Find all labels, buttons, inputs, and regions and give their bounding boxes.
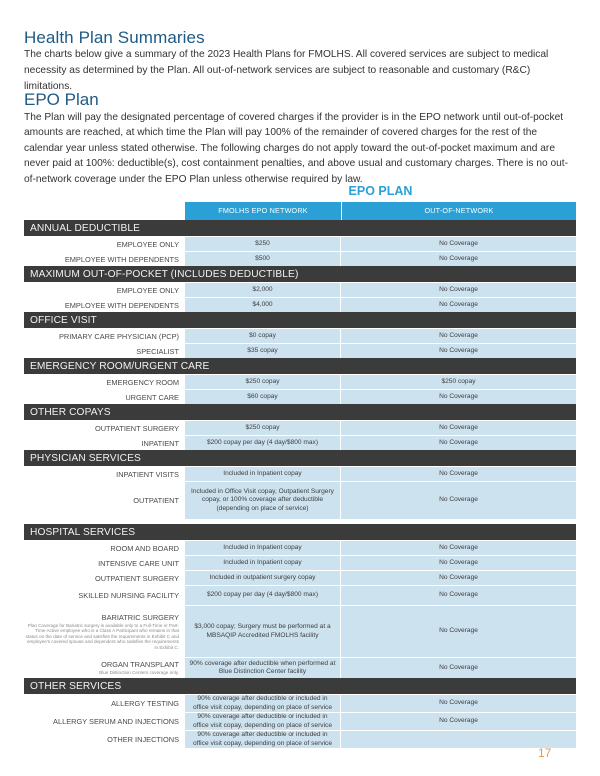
out-of-network-value: No Coverage [341,556,576,570]
out-of-network-value: No Coverage [341,329,576,343]
row-label: OUTPATIENT SURGERY [24,421,185,435]
out-of-network-value: No Coverage [341,421,576,435]
row-footnote: Blue Distinction Centers coverage only. [99,670,179,676]
table-row [24,389,576,404]
table-row [24,712,576,730]
table-row [24,420,576,435]
table-row [24,585,576,605]
row-footnote: Plan Coverage for Bariatric surgery is available only to a Full-Time or Part-Time Active employee who is a Class A Participant who remains in that status on the date of service and satisfies the requirements in Exhibit C and employee's covered spouse and dependent who satisfies the requirements in Exhibit C. [25,622,179,650]
row-label: INTENSIVE CARE UNIT [24,556,185,570]
table-row [24,657,576,678]
table-row [24,481,576,519]
page-number: 17 [538,746,552,760]
row-label: ALLERGY TESTING [24,695,185,712]
in-network-value: Included in outpatient surgery copay [185,571,341,585]
out-of-network-value: No Coverage [341,467,576,481]
table-row [24,555,576,570]
row-label: EMPLOYEE WITH DEPENDENTS [24,298,185,312]
table-row [24,435,576,450]
in-network-value: $200 copay per day (4 day/$800 max) [185,586,341,605]
table-row [24,605,576,657]
in-network-value: $200 copay per day (4 day/$800 max) [185,436,341,450]
in-network-value: $250 [185,237,341,251]
table-body [24,220,576,748]
in-network-value: Included in Office Visit copay, Outpatient Surgery copay, or 100% coverage after deductible (depending on place of service) [185,482,341,519]
out-of-network-value: No Coverage [341,298,576,312]
in-network-value: Included in Inpatient copay [185,541,341,555]
out-of-network-value: No Coverage [341,390,576,404]
table-row [24,236,576,251]
row-label: INPATIENT VISITS [24,467,185,481]
row-label: SKILLED NURSING FACILITY [24,586,185,605]
out-of-network-value: No Coverage [341,713,576,730]
table-row [24,540,576,555]
out-of-network-value: No Coverage [341,541,576,555]
in-network-value: $250 copay [185,421,341,435]
table-plan-title: EPO PLAN [348,184,413,198]
in-network-value: 90% coverage after deductible or included in office visit copay, depending on place of service [185,695,341,712]
out-of-network-value: No Coverage [341,344,576,358]
section-header-emergency-urgent-care: EMERGENCY ROOM/URGENT CARE [24,358,576,374]
section-header-annual-deductible: ANNUAL DEDUCTIBLE [24,220,576,236]
table-row [24,297,576,312]
in-network-value: 90% coverage after deductible or included in office visit copay, depending on place of service [185,731,341,748]
row-label: ALLERGY SERUM AND INJECTIONS [24,713,185,730]
section-header-other-copays: OTHER COPAYS [24,404,576,420]
table-row [24,343,576,358]
table-row [24,328,576,343]
column-header-out-of-network: OUT-OF-NETWORK [424,206,494,215]
table-row [24,694,576,712]
in-network-value: $250 copay [185,375,341,389]
row-label-bariatric [24,606,185,657]
table-row [24,570,576,585]
row-label: EMERGENCY ROOM [24,375,185,389]
out-of-network-value: No Coverage [341,586,576,605]
epo-plan-heading: EPO Plan [24,90,99,109]
out-of-network-value: No Coverage [341,658,576,678]
in-network-value: $35 copay [185,344,341,358]
in-network-value: Included in Inpatient copay [185,467,341,481]
section-header-max-out-of-pocket: MAXIMUM OUT-OF-POCKET (INCLUDES DEDUCTIBLE) [24,266,576,282]
row-label: OTHER INJECTIONS [24,731,185,748]
section-header-other-services: OTHER SERVICES [24,678,576,694]
table-row [24,466,576,481]
row-label-text: BARIATRIC SURGERY [101,612,179,622]
row-label: OUTPATIENT SURGERY [24,571,185,585]
row-label: INPATIENT [24,436,185,450]
section-header-hospital-services: HOSPITAL SERVICES [24,524,576,540]
table-row [24,251,576,266]
in-network-value: $60 copay [185,390,341,404]
in-network-value: Included in Inpatient copay [185,556,341,570]
out-of-network-value: No Coverage [341,482,576,519]
in-network-value: $2,000 [185,283,341,297]
out-of-network-value: $250 copay [341,375,576,389]
intro-paragraph: The charts below give a summary of the 2023 Health Plans for FMOLHS. All covered services are subject to medical necessity as determined by the Plan. All out-of-network services are subject to reasonable and customary (R&C) limitations. [24,49,549,92]
out-of-network-value: No Coverage [341,695,576,712]
in-network-value: 90% coverage after deductible when performed at Blue Distinction Center facility [185,658,341,678]
out-of-network-value: No Coverage [341,606,576,657]
row-label: EMPLOYEE WITH DEPENDENTS [24,252,185,266]
out-of-network-value: No Coverage [341,237,576,251]
row-label: URGENT CARE [24,390,185,404]
row-label: ROOM AND BOARD [24,541,185,555]
out-of-network-value: No Coverage [341,283,576,297]
row-label: EMPLOYEE ONLY [24,237,185,251]
epo-plan-description: The Plan will pay the designated percentage of covered charges if the provider is in the EPO network until out-of-pocket amounts are reached, at which time the Plan will pay 100% of the remainder of covered charges for the rest of the calendar year unless stated otherwise. The following charges do not apply toward the out-of-pocket maximum and are never paid at 100%: deductible(s), cost containment penalties, and above usual and customary charges. There is no out-of-network coverage under the EPO Plan unless otherwise required by law. [24,112,569,185]
in-network-value: $500 [185,252,341,266]
page-title: Health Plan Summaries [24,28,205,47]
row-label-organ-transplant [24,658,185,678]
row-label: SPECIALIST [24,344,185,358]
row-label: EMPLOYEE ONLY [24,283,185,297]
section-header-physician-services: PHYSICIAN SERVICES [24,450,576,466]
table-row [24,282,576,297]
in-network-value: $3,000 copay; Surgery must be performed at a MBSAQIP Accredited FMOLHS facility [185,606,341,657]
section-header-office-visit: OFFICE VISIT [24,312,576,328]
out-of-network-value: No Coverage [341,571,576,585]
row-label: PRIMARY CARE PHYSICIAN (PCP) [24,329,185,343]
table-row [24,374,576,389]
row-label: OUTPATIENT [24,482,185,519]
out-of-network-value: No Coverage [341,252,576,266]
in-network-value: 90% coverage after deductible or included in office visit copay, depending on place of service [185,713,341,730]
row-label-text: ORGAN TRANSPLANT [101,660,179,670]
in-network-value: $4,000 [185,298,341,312]
column-header-in-network: FMOLHS EPO NETWORK [185,202,342,220]
table-row [24,730,576,748]
in-network-value: $0 copay [185,329,341,343]
table-column-headers [185,202,576,220]
out-of-network-value: No Coverage [341,436,576,450]
